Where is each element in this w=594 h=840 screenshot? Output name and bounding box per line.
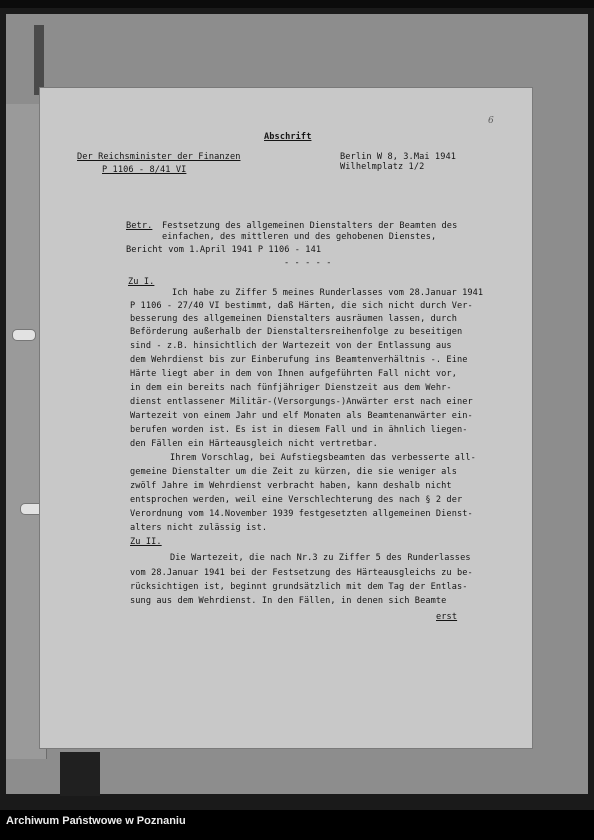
margin-mark: 6 xyxy=(488,116,494,126)
section-1-line: in dem ein bereits nach fünfjähriger Dienstzeit aus dem Wehr- xyxy=(130,383,452,393)
archive-label: Archiwum Państwowe w Poznaniu xyxy=(6,815,186,827)
binder-hole-left xyxy=(12,329,36,341)
section-1-line: Wartezeit von einem Jahr und elf Monaten als Beamtenanwärter ein- xyxy=(130,411,473,421)
section-1-line: sind - z.B. hinsichtlich der Wartezeit von der Entlassung aus xyxy=(130,341,452,351)
section-1-line: alters nicht zulässig ist. xyxy=(130,523,268,533)
sender-address: Wilhelmplatz 1/2 xyxy=(340,162,425,172)
subject-label: Betr. xyxy=(126,221,153,231)
section-2-line: rücksichtigen ist, beginnt grundsätzlich mit dem Tag der Entlas- xyxy=(130,582,468,592)
folder-shadow xyxy=(34,25,44,95)
section-1-line: berufen worden ist. Es ist in diesem Fall und in ähnlich liegen- xyxy=(130,425,468,435)
section-2-line: sung aus dem Wehrdienst. In den Fällen, in denen sich Beamte xyxy=(130,596,447,606)
section-1-line: besserung des allgemeinen Dienstalters ausräumen lassen, durch xyxy=(130,314,457,324)
sender-reference: P 1106 - 8/41 VI xyxy=(102,165,187,175)
section-1-line: dem Wehrdienst bis zur Einberufung ins Beamtenverhältnis -. Eine xyxy=(130,355,468,365)
section-1-line: Ihrem Vorschlag, bei Aufstiegsbeamten das verbesserte all- xyxy=(170,453,476,463)
separator: - - - - - xyxy=(284,258,332,268)
document-heading: Abschrift xyxy=(264,132,312,142)
section-1-line: entsprochen werden, weil eine Verschlechterung des nach § 2 der xyxy=(130,495,463,505)
section-1-line: gemeine Dienstalter um die Zeit zu kürzen, die sie weniger als xyxy=(130,467,457,477)
section-1-line: Ich habe zu Ziffer 5 meines Runderlasses vom 28.Januar 1941 xyxy=(172,288,484,298)
section-1-line: Härte liegt aber in dem von Ihnen aufgeführten Fall nicht vor, xyxy=(130,369,457,379)
section-1-title: Zu I. xyxy=(128,277,155,287)
folder-tab xyxy=(60,752,100,796)
sender-name: Der Reichsminister der Finanzen xyxy=(77,152,241,162)
section-2-line: vom 28.Januar 1941 bei der Festsetzung des Härteausgleichs zu be- xyxy=(130,568,473,578)
section-1-line: P 1106 - 27/40 VI bestimmt, daß Härten, die sich nicht durch Ver- xyxy=(130,301,473,311)
document-page xyxy=(40,88,532,748)
section-1-line: Verordnung vom 14.November 1939 festgesetzten allgemeinen Dienst- xyxy=(130,509,473,519)
catchword: erst xyxy=(436,612,458,622)
section-1-line: zwölf Jahre im Wehrdienst verbracht haben, kann deshalb nicht xyxy=(130,481,452,491)
subject-line-1: Festsetzung des allgemeinen Dienstalters der Beamten des xyxy=(162,221,458,231)
section-1-line: Beförderung außerhalb der Dienstaltersreihenfolge zu beseitigen xyxy=(130,327,463,337)
place-date: Berlin W 8, 3.Mai 1941 xyxy=(340,152,457,162)
subject-line-2: einfachen, des mittleren und des gehobenen Dienstes, xyxy=(162,232,437,242)
section-1-line: dienst entlassener Militär-(Versorgungs-)Anwärter erst nach einer xyxy=(130,397,473,407)
subject-line-3: Bericht vom 1.April 1941 P 1106 - 141 xyxy=(126,245,322,255)
section-2-line: Die Wartezeit, die nach Nr.3 zu Ziffer 5 des Runderlasses xyxy=(170,553,471,563)
section-2-title: Zu II. xyxy=(130,537,162,547)
section-1-line: den Fällen ein Härteausgleich nicht vertretbar. xyxy=(130,439,378,449)
